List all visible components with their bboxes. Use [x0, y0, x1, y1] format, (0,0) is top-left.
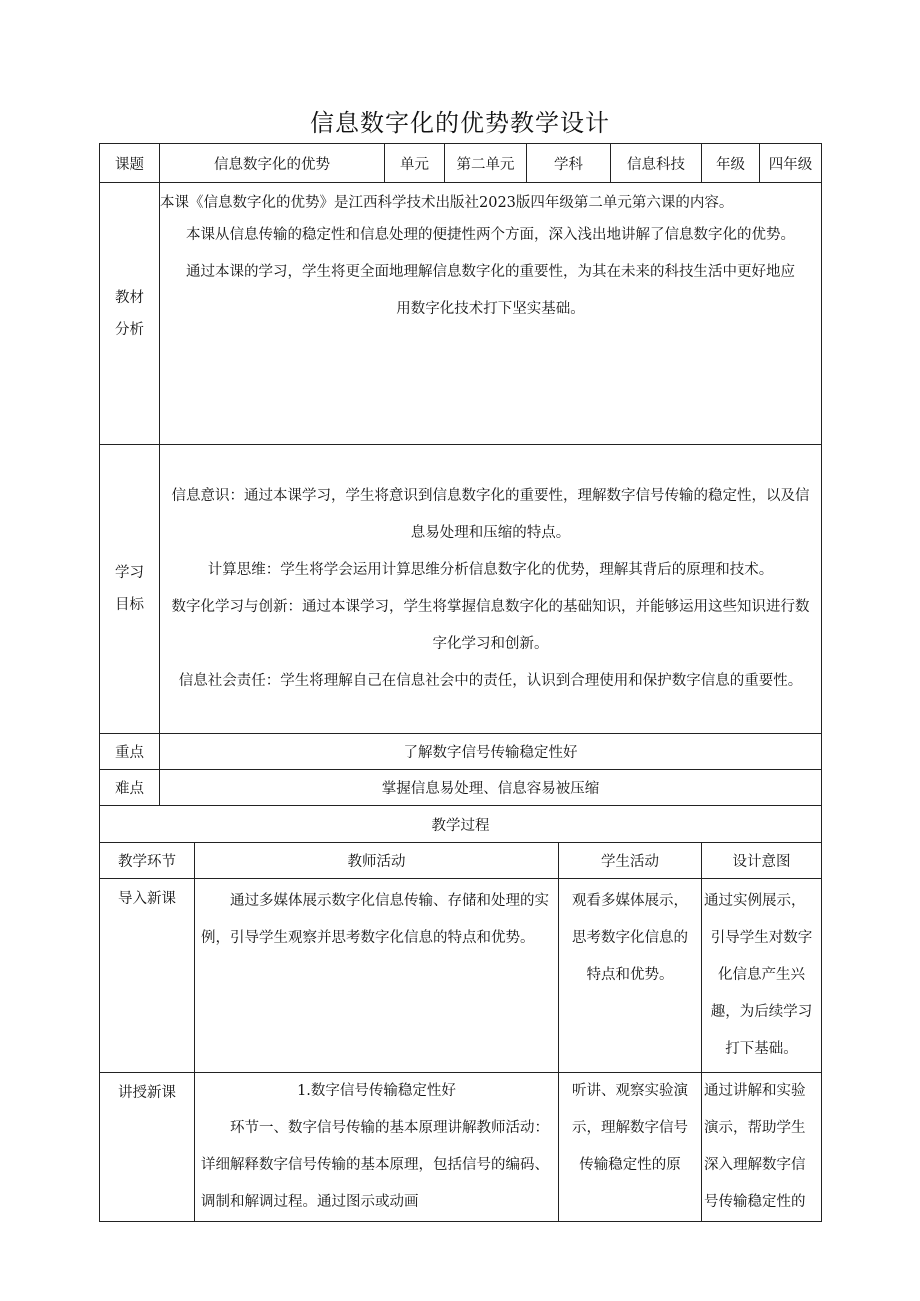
analysis-paragraph: 通过本课的学习，学生将更全面地理解信息数字化的重要性，为其在未来的科技生活中更好地应用数字化技术打下坚实基础。 [186, 264, 795, 317]
objective-paragraph: 计算思维：学生将学会运用计算思维分析信息数字化的优势，理解其背后的原理和技术。 [207, 562, 774, 578]
process-row-intro [100, 879, 822, 1073]
course-label: 课题 [100, 144, 160, 183]
course-value: 信息数字化的优势 [160, 144, 385, 183]
objective-paragraph: 信息社会责任：学生将理解自己在信息社会中的责任，认识到合理使用和保护数字信息的重要性。 [178, 673, 803, 689]
column-header-intent: 设计意图 [702, 843, 822, 879]
subject-label: 学科 [527, 144, 611, 183]
lesson-plan-table [99, 143, 822, 1222]
teacher-activity-cell: 1.数字信号传输稳定性好 环节一、数字信号传输的基本原理讲解教师活动：详细解释数字信号传输的基本原理，包括信号的编码、调制和解调过程。通过图示或动画 [195, 1073, 559, 1222]
objectives-row [100, 445, 822, 734]
grade-label: 年级 [702, 144, 760, 183]
process-columns-row [100, 843, 822, 879]
analysis-label: 教材 分析 [100, 183, 160, 445]
column-header-student: 学生活动 [559, 843, 702, 879]
key-point-label: 重点 [100, 734, 160, 770]
analysis-paragraph: 本课从信息传输的稳定性和信息处理的便捷性两个方面，深入浅出地讲解了信息数字化的优势。 [186, 227, 795, 243]
design-intent-cell: 通过实例展示， 引导学生对数字化信息产生兴趣，为后续学习打下基础。 [702, 879, 822, 1073]
key-point-value: 了解数字信号传输稳定性好 [160, 734, 822, 770]
difficulty-row [100, 770, 822, 806]
analysis-paragraph: 本课《信息数字化的优势》是江西科学技术出版社2023版四年级第二单元第六课的内容。 [160, 195, 734, 211]
column-header-teacher: 教师活动 [195, 843, 559, 879]
student-activity-cell: 观看多媒体展示，思考数字化信息的特点和优势。 [559, 879, 702, 1073]
teacher-activity-cell: 通过多媒体展示数字化信息传输、存储和处理的实例，引导学生观察并思考数字化信息的特点和优势。 [195, 879, 559, 1073]
analysis-row [100, 183, 822, 445]
difficulty-value: 掌握信息易处理、信息容易被压缩 [160, 770, 822, 806]
process-row-new-lesson [100, 1073, 822, 1222]
student-activity-cell: 听讲、观察实验演示，理解数字信号传输稳定性的原 [559, 1073, 702, 1222]
design-intent-cell: 通过讲解和实验演示，帮助学生深入理解数字信号传输稳定性的 [702, 1073, 822, 1222]
unit-label: 单元 [385, 144, 445, 183]
objective-paragraph: 数字化学习与创新：通过本课学习，学生将掌握信息数字化的基础知识，并能够运用这些知识进行数字化学习和创新。 [171, 599, 810, 652]
page-title: 信息数字化的优势教学设计 [310, 109, 610, 137]
grade-value: 四年级 [760, 144, 822, 183]
stage-cell: 讲授新课 [100, 1073, 195, 1222]
header-row [100, 144, 822, 183]
key-point-row [100, 734, 822, 770]
process-heading: 教学过程 [100, 806, 822, 843]
analysis-content [160, 183, 822, 445]
stage-cell: 导入新课 [100, 879, 195, 1073]
subject-value: 信息科技 [611, 144, 702, 183]
objective-paragraph: 信息意识：通过本课学习，学生将意识到信息数字化的重要性，理解数字信号传输的稳定性，以及信息易处理和压缩的特点。 [171, 488, 810, 541]
unit-value: 第二单元 [445, 144, 527, 183]
process-heading-row [100, 806, 822, 843]
column-header-stage: 教学环节 [100, 843, 195, 879]
difficulty-label: 难点 [100, 770, 160, 806]
objectives-label: 学习 目标 [100, 445, 160, 734]
objectives-content [160, 445, 822, 734]
